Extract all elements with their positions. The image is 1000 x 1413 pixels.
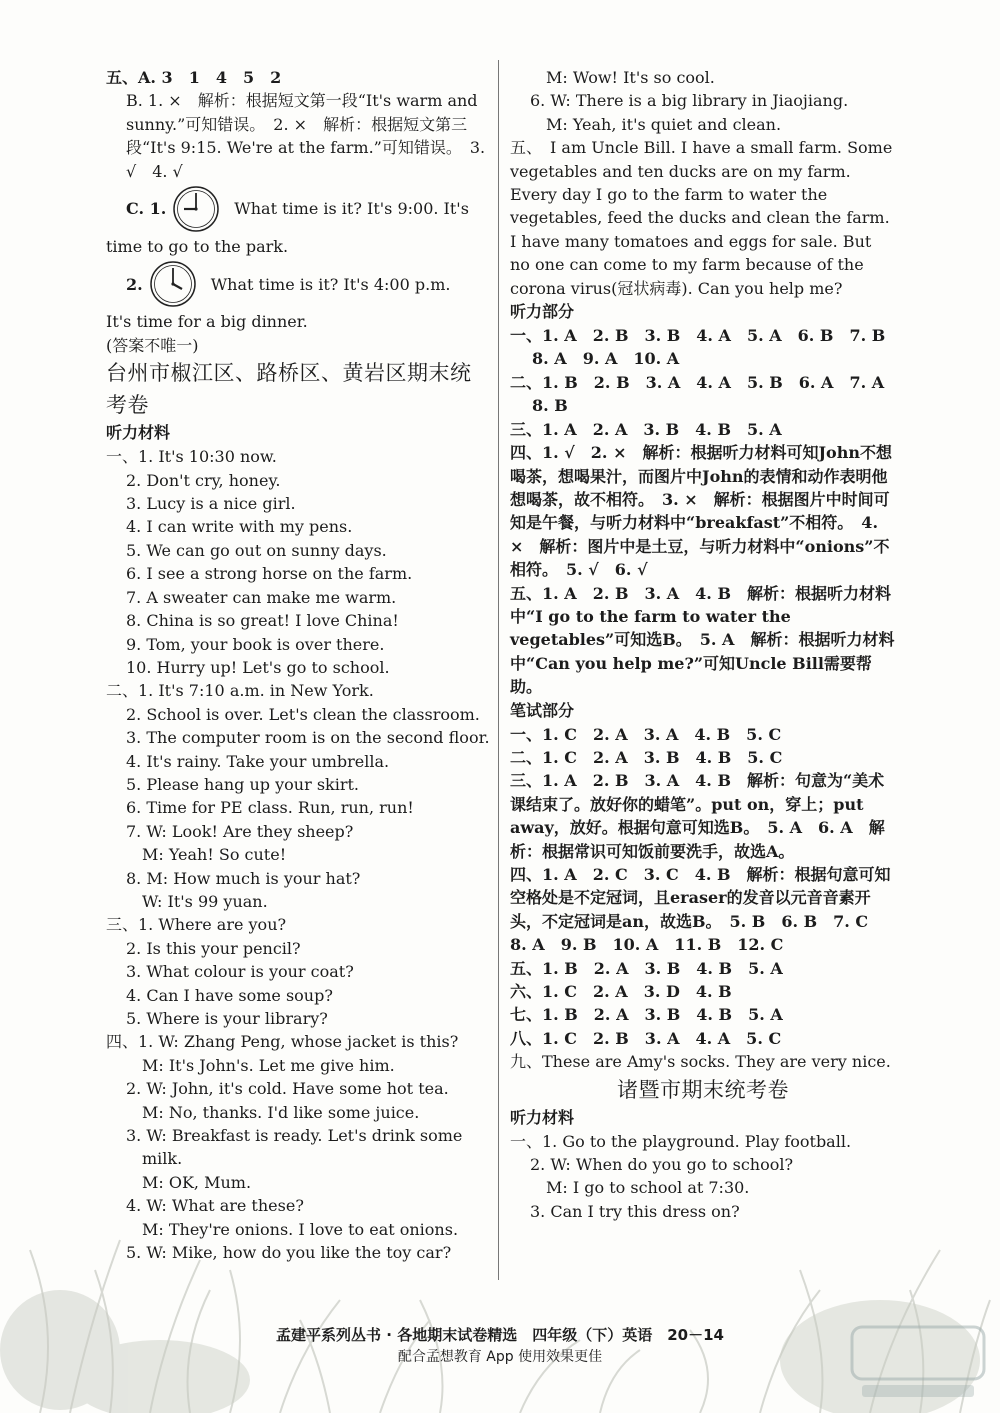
clock-4-icon — [149, 260, 197, 308]
written-answer-3: 三、1. A 2. B 3. A 4. B 解析：句意为“美术课结束了。放好你的蜡笔”。put on，穿上；put away，放好。根据句意可知选B。 5. A 6. A 解析：根据常识可知饭前要洗手，故选A。 — [510, 771, 885, 861]
listening-line: 9. Tom, your book is over there. — [126, 634, 385, 654]
listening-line: 一、1. It's 10:30 now. — [106, 447, 277, 467]
clock1-continuation: time to go to the park. — [106, 237, 289, 257]
listening-answer-4: 四、1. √ 2. × 解析：根据听力材料可知John不想喝茶，想喝果汁，而图片中John的表情和动作表明他想喝茶，故不相符。 3. × 解析：根据图片中时间可知是午餐，与听力材料中“breakfast”不相符。 4. × 解析：图片中是土豆，与听力材料中“onions”不相符。 5. √ 6. √ — [510, 443, 892, 580]
left-listening-lines — [106, 445, 490, 1264]
zhuji-listening-lines — [510, 1130, 896, 1224]
listening-line: M: Yeah, it's quiet and clean. — [546, 114, 782, 134]
listening-line: 3. Can I try this dress on? — [530, 1201, 740, 1221]
listening-line: 2. Don't cry, honey. — [126, 470, 281, 490]
listening-line: 5. Where is your library? — [126, 1009, 328, 1028]
listening-line: 三、1. Where are you? — [106, 915, 287, 935]
listening-line: 4. W: What are these? — [126, 1196, 304, 1216]
clock-row-2 — [106, 258, 490, 310]
listening-line: 7. A sweater can make me warm. — [126, 587, 397, 607]
clock1-text: What time is it? It's 9:00. It's — [234, 199, 469, 219]
listening-answers — [510, 324, 896, 441]
listening-line: 7. W: Look! Are they sheep? — [126, 821, 354, 841]
listening-line: M: Yeah! So cute! — [142, 845, 287, 865]
written-answers-rest — [510, 957, 896, 1051]
listening-line: milk. — [142, 1149, 183, 1169]
watermark-logo-icon — [848, 1323, 988, 1403]
listening-line: W: It's 99 yuan. — [142, 891, 268, 911]
listening-line: 二、1. It's 7:10 a.m. in New York. — [106, 681, 374, 701]
listening-line: 2. W: John, it's cold. Have some hot tea. — [126, 1079, 449, 1099]
clock1-prefix: C. 1. — [126, 199, 167, 219]
clock2-continuation: It's time for a big dinner. — [106, 312, 308, 332]
listening-line: 5. We can go out on sunny days. — [126, 540, 387, 560]
footer-app-note: 配合孟想教育 App 使用效果更佳 — [397, 1349, 603, 1365]
listening-line: 一、1. Go to the playground. Play football. — [510, 1131, 852, 1151]
written-answer-2: 二、1. C 2. A 3. B 4. B 5. C — [510, 747, 783, 767]
listening-line: M: OK, Mum. — [142, 1172, 252, 1192]
exam-title-taizhou: 台州市椒江区、路桥区、黄岩区期末统考卷 — [106, 361, 472, 418]
right-column — [510, 66, 896, 1223]
listening-line: 4. I can write with my pens. — [126, 517, 353, 537]
listening-material-heading: 听力材料 — [106, 423, 171, 443]
answer-line: 8. B — [532, 396, 568, 416]
listening-line: M: I go to school at 7:30. — [546, 1178, 750, 1198]
listening-line: M: Wow! It's so cool. — [546, 68, 715, 87]
clock2-text: What time is it? It's 4:00 p.m. — [210, 274, 451, 294]
answer-line: 二、1. B 2. B 3. A 4. A 5. B 6. A 7. A — [510, 372, 885, 392]
listening-line: M: It's John's. Let me give him. — [142, 1055, 395, 1075]
clock-row-1 — [106, 183, 490, 235]
answer-line: 8. A 9. A 10. A — [532, 349, 680, 369]
answer-5-a: 五、A. 3 1 4 5 2 — [106, 68, 282, 87]
listening-line: 8. M: How much is your hat? — [126, 868, 361, 888]
listening-line: 10. Hurry up! Let's go to school. — [126, 657, 390, 677]
answer-line: 八、1. C 2. B 3. A 4. A 5. C — [510, 1028, 782, 1048]
left-column — [106, 66, 490, 1264]
listening-line: 5. W: Mike, how do you like the toy car? — [126, 1243, 452, 1263]
listening-line: 2. Is this your pencil? — [126, 938, 301, 958]
listening-part-heading: 听力部分 — [510, 302, 575, 322]
listening-line: 4. Can I have some soup? — [126, 985, 333, 1005]
listening-line: 3. The computer room is on the second floor. — [126, 728, 490, 748]
column-divider — [498, 60, 499, 1280]
written-answer-4: 四、1. A 2. C 3. C 4. B 解析：根据句意可知空格处是不定冠词，且eraser的发音以元音音素开头，不定冠词是an，故选B。 5. B 6. B 7. C 8. A 9. B 10. A 11. B 12. C — [510, 865, 891, 955]
answer-line: 一、1. A 2. B 3. B 4. A 5. A 6. B 7. B — [510, 326, 886, 346]
answer-line: 三、1. A 2. A 3. B 4. B 5. A — [510, 419, 782, 439]
clock2-prefix: 2. — [126, 274, 143, 294]
clock-9-icon — [172, 185, 220, 233]
written-answer-9: 九、These are Amy's socks. They are very nice. — [510, 1052, 891, 1072]
written-part-heading: 笔试部分 — [510, 700, 575, 720]
footer-book-title: 孟建平系列丛书 · 各地期末试卷精选 四年级（下）英语 20－14 — [276, 1326, 724, 1344]
listening-line: 6. W: There is a big library in Jiaojiang. — [530, 91, 849, 111]
clock-note: (答案不唯一) — [106, 335, 199, 355]
written-answer-1: 一、1. C 2. A 3. A 4. B 5. C — [510, 724, 782, 744]
answer-line: 六、1. C 2. A 3. D 4. B — [510, 982, 732, 1002]
listening-line: 5. Please hang up your skirt. — [126, 774, 360, 794]
listening-line: 3. W: Breakfast is ready. Let's drink some — [126, 1126, 463, 1146]
listening-line: 3. Lucy is a nice girl. — [126, 494, 296, 514]
listening-line: 6. Time for PE class. Run, run, run! — [126, 798, 414, 818]
listening-line: M: No, thanks. I'd like some juice. — [142, 1102, 420, 1122]
exam-title-zhuji: 诸暨市期末统考卷 — [617, 1077, 789, 1102]
listening-line: 2. School is over. Let's clean the classroom. — [126, 704, 480, 724]
listening-line: 4. It's rainy. Take your umbrella. — [126, 751, 390, 771]
listening-line: 8. China is so great! I love China! — [126, 611, 399, 631]
listening-line: M: They're onions. I love to eat onions. — [142, 1219, 459, 1239]
listening-line: 3. What colour is your coat? — [126, 962, 354, 982]
listening-answer-5: 五、1. A 2. B 3. A 4. B 解析：根据听力材料中“I go to the farm to water the vegetables”可知选B。 5. A 解析：根据听力材料中“Can you help me?”可知Uncle Bill需要帮助。 — [510, 583, 895, 697]
listening-line: 6. I see a strong horse on the farm. — [126, 564, 413, 584]
right-top-lines — [510, 66, 896, 136]
passage-uncle-bill: 五、 I am Uncle Bill. I have a small farm. Some vegetables and ten ducks are on my farm. Every day I go to the farm to water the vegetables, feed the ducks and clean the farm. I have many tomatoes and eggs for sale. But no one can come to my farm because of the corona virus(冠状病毒). Can you help me? — [510, 138, 893, 298]
listening-line: 2. W: When do you go to school? — [530, 1155, 794, 1175]
listening-line: 四、1. W: Zhang Peng, whose jacket is this? — [106, 1032, 459, 1052]
answer-line: 五、1. B 2. A 3. B 4. B 5. A — [510, 958, 783, 978]
answer-line: 七、1. B 2. A 3. B 4. B 5. A — [510, 1005, 783, 1025]
answer-5-b: B. 1. × 解析：根据短文第一段“It's warm and sunny.”可知错误。 2. × 解析：根据短文第三段“It's 9:15. We're at the farm.”可知错误。 3. √ 4. √ — [126, 91, 486, 181]
listening-material-heading-2: 听力材料 — [510, 1107, 575, 1127]
